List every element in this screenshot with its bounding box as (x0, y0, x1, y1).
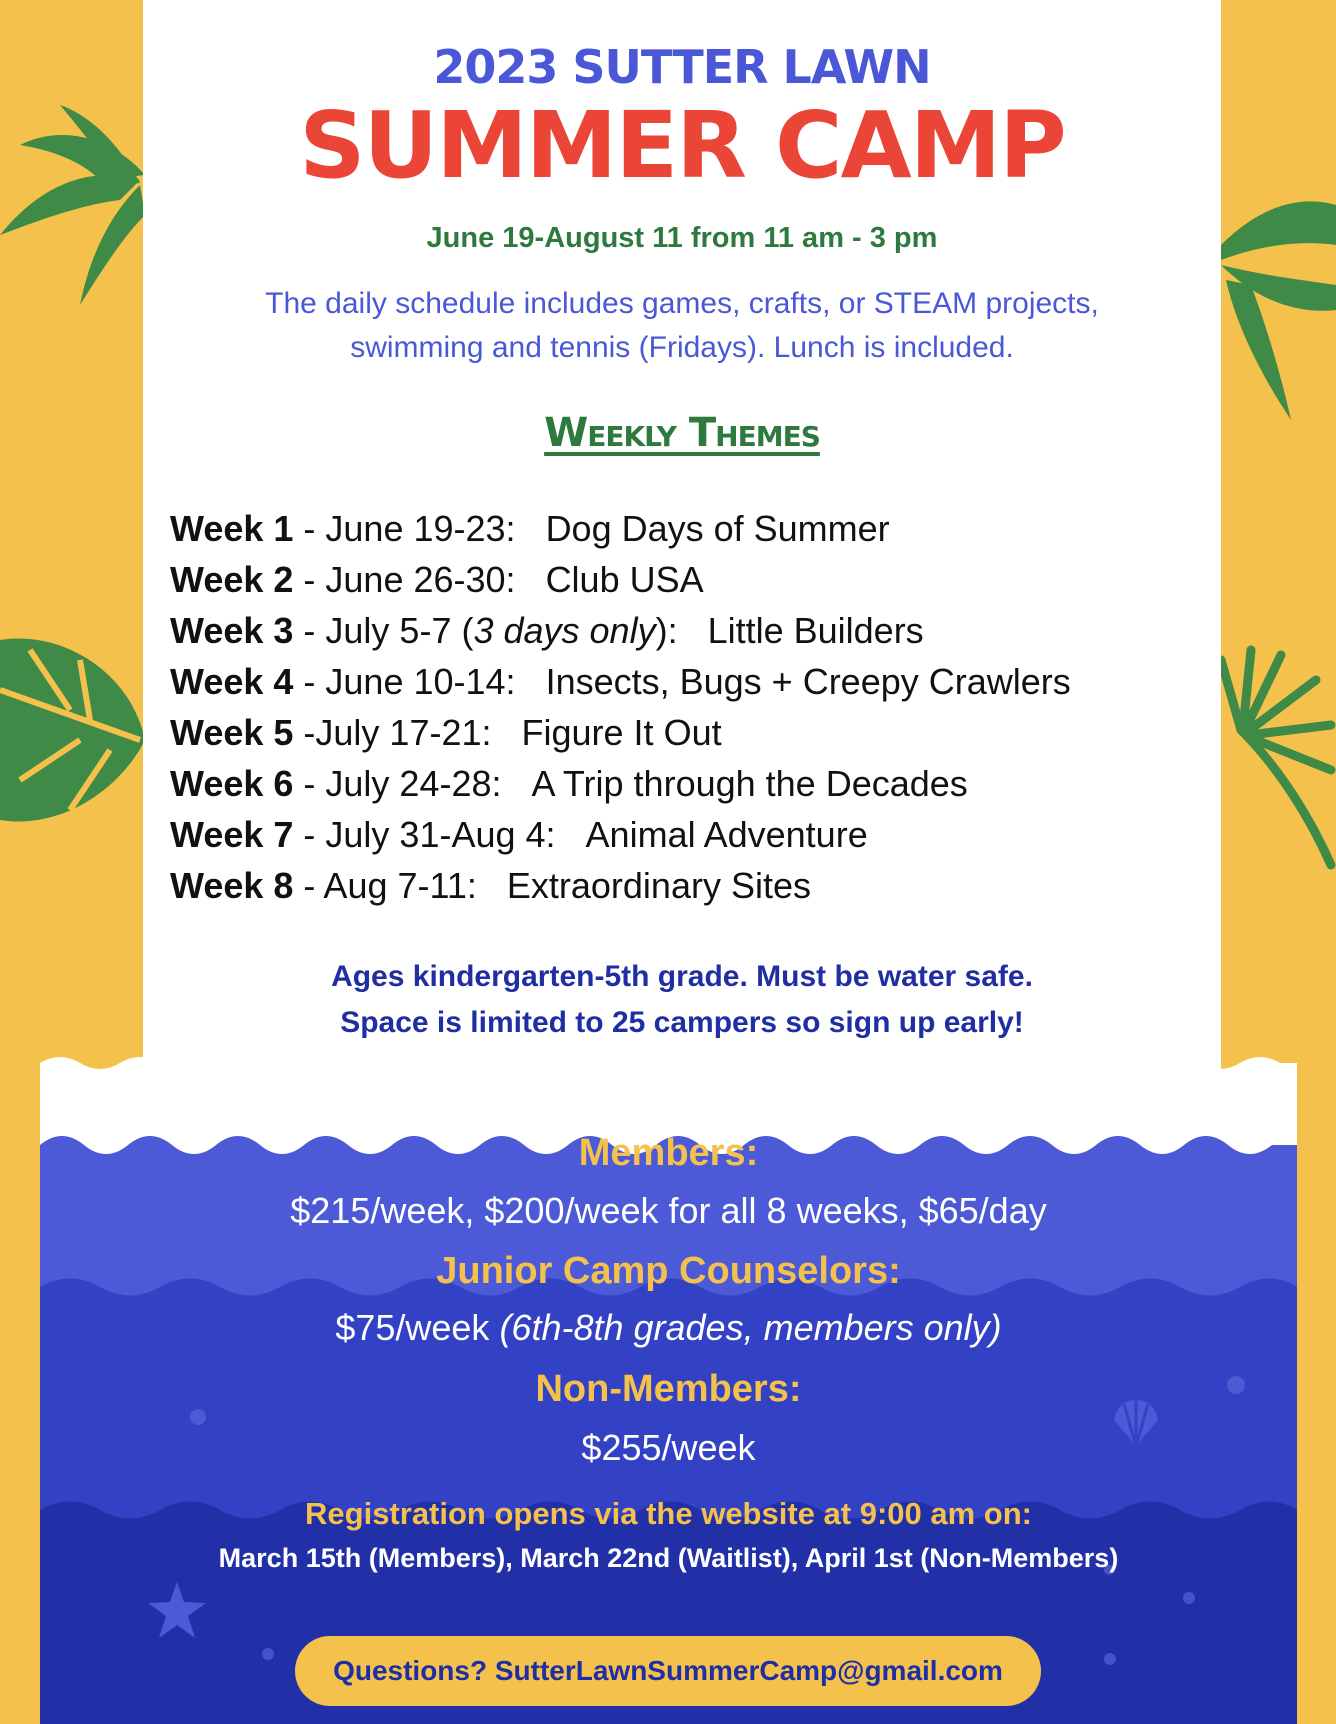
eligibility-notice (143, 954, 1221, 1046)
palm-frond-right-icon (1221, 640, 1336, 870)
week-label: Week 3 (170, 610, 294, 651)
space-limit-line: Space is limited to 25 campers so sign up early! (340, 1006, 1024, 1039)
week-label: Week 5 (170, 712, 294, 753)
junior-price-value: $75/week (335, 1307, 500, 1348)
week-label: Week 7 (170, 814, 294, 855)
week-dates: - July 24-28: (293, 763, 502, 804)
description-line-2: swimming and tennis (Fridays). Lunch is included. (350, 331, 1014, 364)
week-dates: -July 17-21: (293, 712, 492, 753)
week-item (170, 554, 1210, 605)
monstera-leaf-left-icon (0, 630, 145, 830)
week-dates: - June 10-14: (293, 661, 516, 702)
junior-counselors-heading: Junior Camp Counselors: (436, 1250, 901, 1292)
junior-counselors-price (40, 1307, 1297, 1349)
week-dates: - Aug 7-11: (293, 865, 477, 906)
week-item (170, 758, 1210, 809)
week-dates-end: ): (655, 610, 678, 651)
weekly-themes-list (170, 503, 1210, 911)
week-theme: Little Builders (707, 610, 924, 651)
daily-schedule-description (143, 282, 1221, 370)
week-label: Week 4 (170, 661, 294, 702)
week-dates: - July 31-Aug 4: (293, 814, 556, 855)
camp-dates: June 19-August 11 from 11 am - 3 pm (426, 222, 938, 254)
week-dates-note: 3 days only (473, 610, 656, 651)
week-item (170, 809, 1210, 860)
week-item (170, 707, 1210, 758)
registration-dates: March 15th (Members), March 22nd (Waitlist), April 1st (Non-Members) (218, 1543, 1119, 1573)
week-dates: - June 26-30: (293, 559, 516, 600)
non-members-heading: Non-Members: (535, 1368, 802, 1410)
week-label: Week 2 (170, 559, 294, 600)
week-theme: Figure It Out (521, 712, 722, 753)
week-item (170, 656, 1210, 707)
summer-camp-title: SUMMER CAMP (299, 92, 1065, 199)
weekly-themes-heading: Weekly Themes (544, 410, 820, 456)
contact-email-pill[interactable]: Questions? SutterLawnSummerCamp@gmail.com (295, 1636, 1041, 1706)
non-members-price: $255/week (581, 1427, 756, 1468)
junior-price-note: (6th-8th grades, members only) (499, 1307, 1002, 1348)
members-price: $215/week, $200/week for all 8 weeks, $65/day (290, 1190, 1047, 1231)
week-item (170, 605, 1210, 656)
members-heading: Members: (578, 1132, 759, 1174)
palm-leaves-top-left-icon (0, 105, 145, 305)
camp-year-title: 2023 SUTTER LAWN (433, 40, 931, 94)
ages-line: Ages kindergarten-5th grade. Must be water safe. (331, 960, 1033, 993)
week-item (170, 860, 1210, 911)
week-label: Week 1 (170, 508, 294, 549)
week-item (170, 503, 1210, 554)
week-label: Week 8 (170, 865, 294, 906)
description-line-1: The daily schedule includes games, crafts, or STEAM projects, (265, 287, 1099, 320)
starfish-icon (146, 1580, 208, 1642)
week-theme: Club USA (545, 559, 704, 600)
registration-heading: Registration opens via the website at 9:00 am on: (305, 1496, 1032, 1531)
week-theme: Insects, Bugs + Creepy Crawlers (545, 661, 1071, 702)
week-dates: - July 5-7 ( (293, 610, 474, 651)
week-theme: Animal Adventure (585, 814, 868, 855)
week-theme: Extraordinary Sites (506, 865, 811, 906)
week-label: Week 6 (170, 763, 294, 804)
palm-leaves-top-right-icon (1221, 185, 1336, 425)
week-theme: Dog Days of Summer (545, 508, 890, 549)
week-dates: - June 19-23: (293, 508, 516, 549)
week-theme: A Trip through the Decades (531, 763, 968, 804)
